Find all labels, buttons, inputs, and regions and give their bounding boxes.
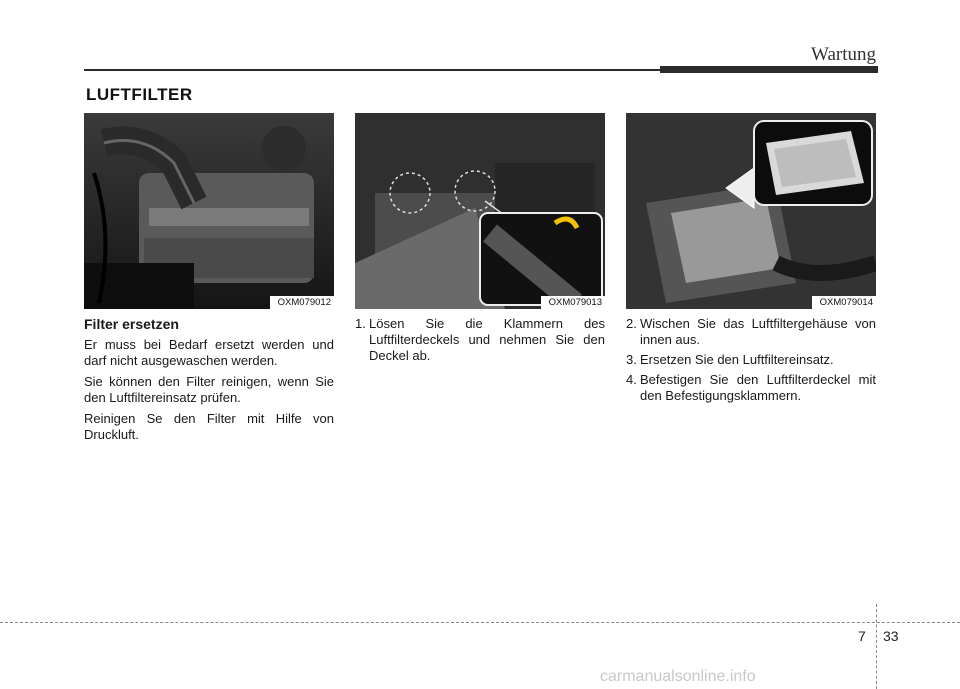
step-text: Wischen Sie das Luftfiltergehäuse von innen aus.: [640, 316, 876, 347]
step-text: Lösen Sie die Klammern des Luftfilterdeckels und nehmen Sie den Deckel ab.: [369, 316, 605, 363]
paragraph: Sie können den Filter reinigen, wenn Sie den Luftfiltereinsatz prüfen.: [84, 374, 334, 405]
subheading: Filter ersetzen: [84, 316, 179, 332]
header-rule: [84, 69, 660, 71]
column-step-1: [355, 316, 605, 368]
footer-rule: [0, 622, 960, 623]
figure-air-filter-housing: [84, 113, 334, 309]
page-title: LUFTFILTER: [86, 85, 193, 104]
header-bar: [660, 66, 878, 73]
step-item: [355, 316, 605, 364]
paragraph: Er muss bei Bedarf ersetzt werden und darf nicht ausgewaschen werden.: [84, 337, 334, 368]
figure-caption: OXM079012: [270, 296, 334, 309]
paragraph: Reinigen Se den Filter mit Hilfe von Druckluft.: [84, 411, 334, 442]
step-text: Befestigen Sie den Luftfilterdeckel mit den Befestigungsklammern.: [640, 372, 876, 403]
chapter-number: 7: [858, 628, 866, 644]
column-filter-replace: [84, 316, 334, 448]
watermark: carmanualsonline.info: [600, 668, 756, 685]
column-steps-2-4: [626, 316, 876, 408]
figure-filter-cover-clips: [355, 113, 605, 309]
section-header-title: Wartung: [811, 44, 876, 65]
page-number: 33: [883, 628, 899, 644]
footer-divider: [876, 604, 877, 689]
step-number: 2.: [626, 316, 637, 331]
step-text: Ersetzen Sie den Luftfiltereinsatz.: [640, 352, 834, 367]
figure-caption: OXM079013: [541, 296, 605, 309]
figure-filter-element: [626, 113, 876, 309]
figure-caption: OXM079014: [812, 296, 876, 309]
step-number: 4.: [626, 372, 637, 387]
step-item: [626, 316, 876, 348]
step-number: 3.: [626, 352, 637, 367]
step-number: 1.: [355, 316, 366, 331]
step-item: [626, 352, 876, 368]
step-item: [626, 372, 876, 404]
